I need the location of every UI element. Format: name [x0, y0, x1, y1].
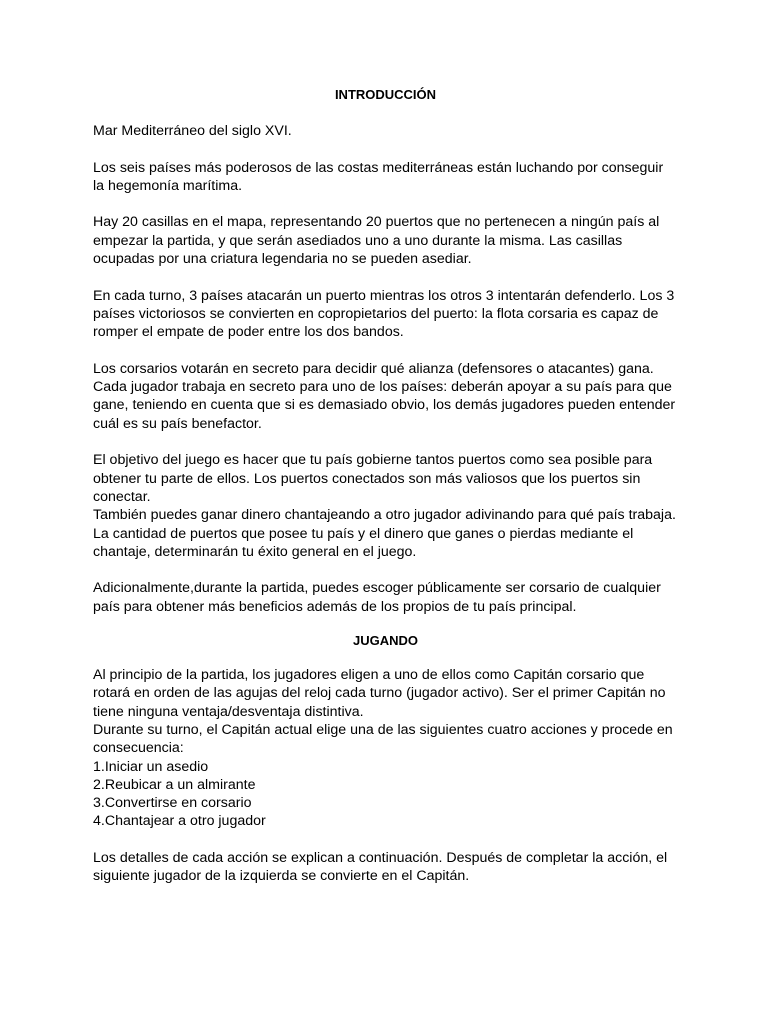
intro-paragraph-4: En cada turno, 3 países atacarán un puerto mientras los otros 3 intentarán defenderlo. Los 3 países victoriosos se convierten en copropietarios del puerto: la flota corsaria es capaz de romper el empate de poder entre los dos bandos.	[93, 287, 675, 341]
intro-paragraph-3: Hay 20 casillas en el mapa, representando 20 puertos que no pertenecen a ningún país al empezar la partida, y que serán asediados uno a uno durante la misma. Las casillas ocupadas por una criatura legendaria no se pueden asediar.	[93, 214, 660, 268]
actions-list	[93, 758, 678, 831]
document-page	[93, 84, 678, 904]
list-item: 3.Convertirse en corsario	[93, 795, 252, 812]
list-item: 2.Reubicar a un almirante	[93, 776, 256, 793]
intro-paragraph-6b: También puedes ganar dinero chantajeando a otro jugador adivinando para qué país trabaja. La cantidad de puertos que posee tu país y el dinero que ganes o pierdas mediante el chantaje, determinarán tu éxito general en el juego.	[93, 507, 676, 560]
intro-paragraph-6a: El objetivo del juego es hacer que tu país gobierne tantos puertos como sea posible para obtener tu parte de ellos. Los puertos conectados son más valiosos que los puertos sin conectar.	[93, 452, 653, 505]
playing-heading: JUGANDO	[352, 633, 418, 649]
intro-paragraph-7: Adicionalmente,durante la partida, puedes escoger públicamente ser corsario de cualquier país para obtener más beneficios además de los propios de tu país principal.	[93, 580, 661, 615]
playing-paragraph-2: Los detalles de cada acción se explican a continuación. Después de completar la acción, el siguiente jugador de la izquierda se convierte en el Capitán.	[93, 849, 668, 885]
introduction-heading: INTRODUCCIÓN	[334, 87, 437, 102]
playing-paragraph-1b: Durante su turno, el Capitán actual elige una de las siguientes cuatro acciones y procede en consecuencia:	[93, 721, 673, 757]
intro-paragraph-2: Los seis países más poderosos de las costas mediterráneas están luchando por conseguir la hegemonía marítima.	[93, 159, 664, 194]
intro-paragraph-5: Los corsarios votarán en secreto para decidir qué alianza (defensores o atacantes) gana. Cada jugador trabaja en secreto para uno de los países: deberán apoyar a su país para que gane, teniendo en cuenta que si es demasiado obvio, los demás jugadores pueden entender cuál es su país benefactor.	[93, 360, 676, 432]
playing-paragraph-1a: Al principio de la partida, los jugadores eligen a uno de ellos como Capitán corsario que rotará en orden de las agujas del reloj cada turno (jugador activo). Ser el primer Capitán no tiene ninguna ventaja/desventaja distintiva.	[93, 667, 666, 720]
intro-paragraph-1: Mar Mediterráneo del siglo XVI.	[93, 123, 292, 139]
list-item: 1.Iniciar un asedio	[93, 758, 209, 775]
list-item: 4.Chantajear a otro jugador	[93, 813, 266, 830]
